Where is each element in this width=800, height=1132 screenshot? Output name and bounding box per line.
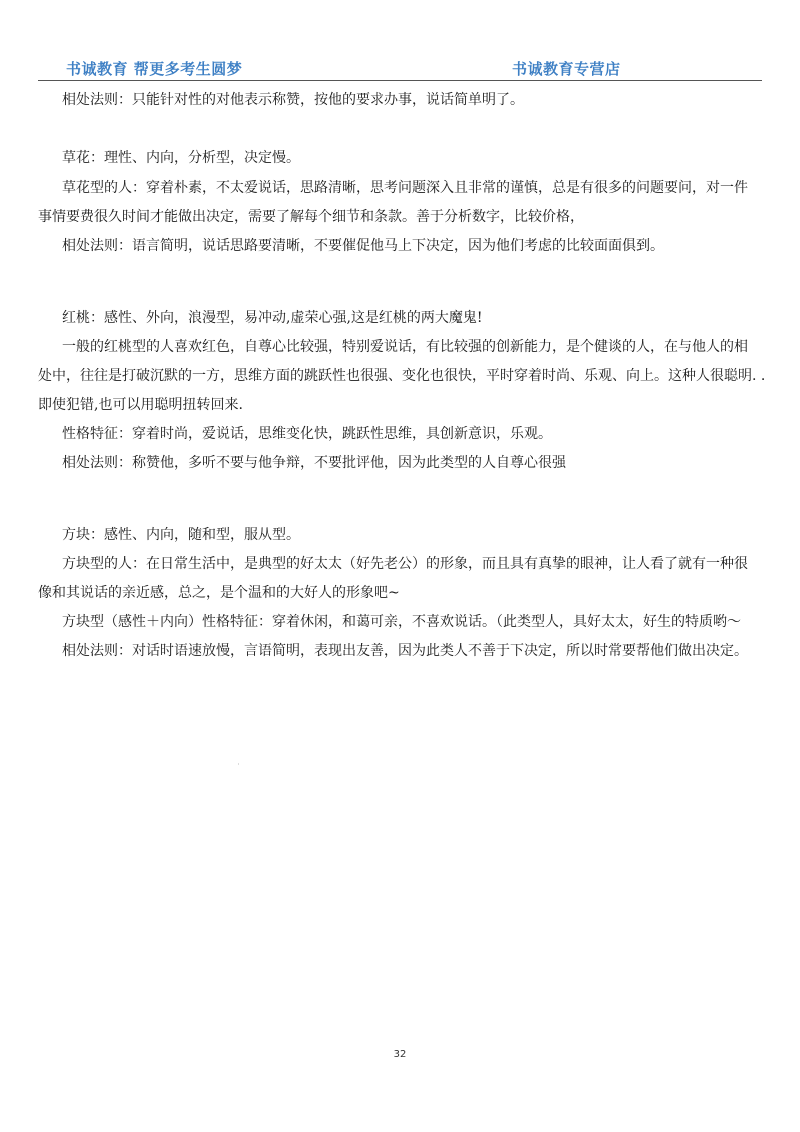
- paragraph-line: 性格特征：穿着时尚，爱说话，思维变化快，跳跃性思维，具创新意识，乐观。: [62, 426, 552, 442]
- section-heading-hearts: 红桃：感性、外向，浪漫型，易冲动,虚荣心强,这是红桃的两大魔鬼!: [62, 310, 483, 326]
- section-heading-clubs: 草花：理性、内向，分析型，决定慢。: [62, 150, 300, 166]
- paragraph-line: 相处法则：称赞他，多听不要与他争辩，不要批评他，因为此类型的人自尊心很强: [62, 455, 566, 471]
- paragraph-line: 像和其说话的亲近感，总之，是个温和的大好人的形象吧~: [38, 585, 400, 601]
- paragraph-line: 相处法则：语言简明，说话思路要清晰，不要催促他马上下决定，因为他们考虑的比较面面俱到。: [62, 238, 664, 254]
- paragraph-line: 事情要费很久时间才能做出决定，需要了解每个细节和条款。善于分析数字，比较价格，: [38, 209, 584, 225]
- paragraph-line: 处中，往往是打破沉默的一方，思维方面的跳跃性也很强、变化也很快，平时穿着时尚、乐观、向上。这种人很聪明. .: [38, 368, 766, 384]
- header-store-name: 书诚教育专营店: [512, 60, 621, 78]
- paragraph-line: 方块型的人：在日常生活中，是典型的好太太（好先老公）的形象，而且具有真挚的眼神，让人看了就有一种很: [62, 556, 748, 572]
- paragraph-line: 草花型的人：穿着朴素，不太爱说话，思路清晰，思考问题深入且非常的谨慎，总是有很多的问题要问，对一件: [62, 180, 748, 196]
- header-slogan: 书诚教育 帮更多考生圆梦: [66, 60, 243, 78]
- paragraph-line: 相处法则：对话时语速放慢，言语简明，表现出友善，因为此类人不善于下决定，所以时常要帮他们做出决定。: [62, 643, 748, 659]
- header-divider: [38, 80, 762, 81]
- page-header: [38, 58, 762, 80]
- paragraph-line: 即使犯错,也可以用聪明扭转回来.: [38, 397, 243, 413]
- section-heading-diamonds: 方块：感性、内向，随和型，服从型。: [62, 527, 300, 543]
- scan-speck: [238, 763, 239, 765]
- paragraph-line: 方块型（感性＋内向）性格特征：穿着休闲，和蔼可亲，不喜欢说话。（此类型人，具好太太，好生的特质哟～: [62, 614, 741, 630]
- page-number: 32: [393, 1049, 407, 1060]
- paragraph-line: 一般的红桃型的人喜欢红色，自尊心比较强，特别爱说话，有比较强的创新能力，是个健谈的人，在与他人的相: [62, 339, 748, 355]
- paragraph-line: 相处法则：只能针对性的对他表示称赞，按他的要求办事，说话简单明了。: [62, 92, 524, 108]
